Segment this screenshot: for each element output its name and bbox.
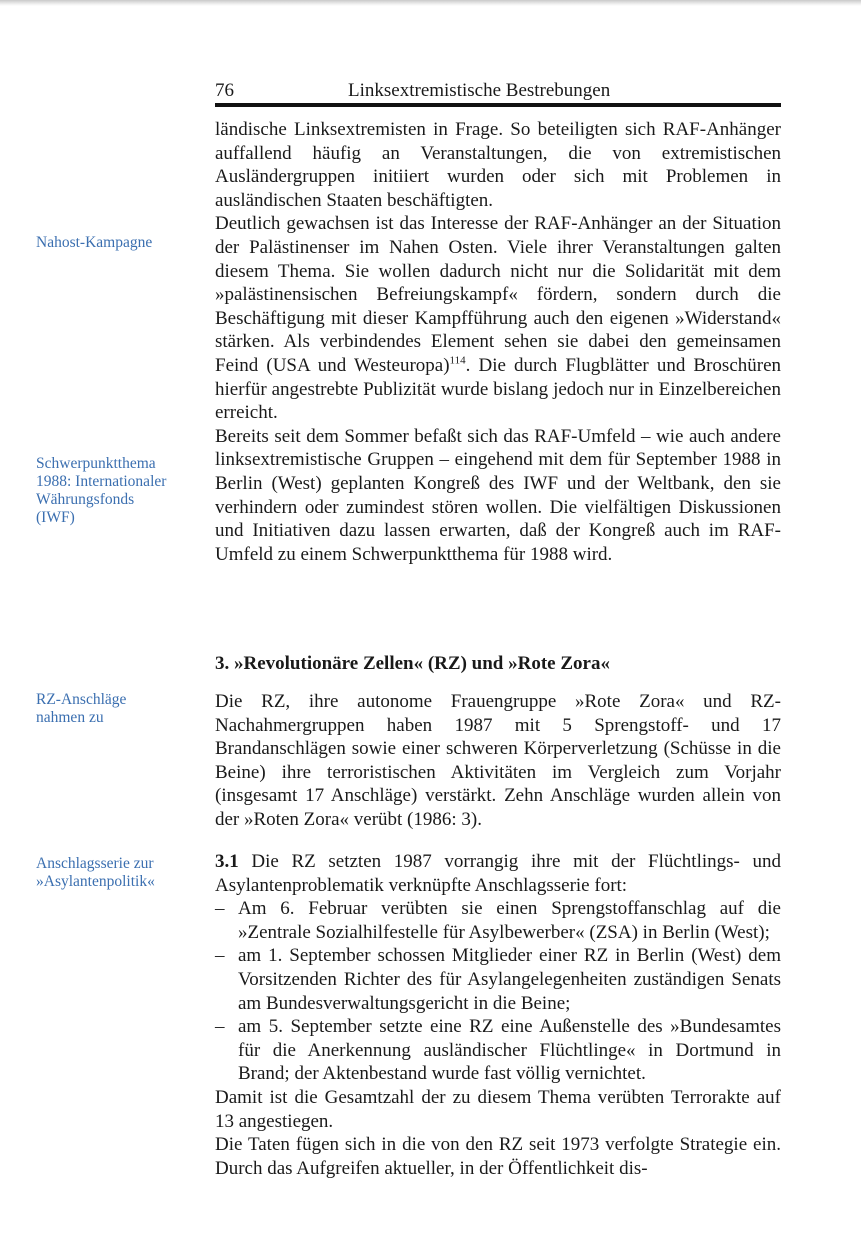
- margin-note-asyl: [36, 855, 206, 891]
- margin-note-line: Währungsfonds: [36, 491, 135, 508]
- list-dash: –: [215, 898, 225, 920]
- margin-note-line: RZ-Anschläge: [36, 691, 127, 708]
- running-title: Linksextremistische Bestrebungen: [348, 80, 611, 101]
- paragraph-total: Damit ist die Gesamtzahl der zu diesem Thema verübten Terrorakte auf 13 angestiegen.: [215, 1086, 781, 1132]
- text-block-rz: [215, 690, 781, 832]
- list-dash: –: [215, 945, 225, 967]
- margin-note-line: Nahost-Kampagne: [36, 234, 153, 251]
- margin-note-line: Schwerpunktthema: [36, 455, 156, 472]
- margin-note-nahost: [36, 234, 206, 252]
- list-item: [215, 944, 781, 1015]
- text-block-raf: [215, 118, 781, 566]
- header-rule: [215, 103, 781, 107]
- paragraph-nahost-end: . Die durch Flugblätter und Broschüren hierfür angestrebte Publizität wurde bislang jedoch nur in Einzelbereichen erreicht.: [215, 354, 782, 424]
- section-heading: 3. »Revolutionäre Zellen« (RZ) und »Rote Zora«: [215, 653, 610, 674]
- paragraph-strategy: Die Taten fügen sich in die von den RZ seit 1973 verfolgte Strategie ein. Durch das Aufgreifen aktueller, in der Öffentlichkeit dis-: [215, 1134, 781, 1179]
- list-item: [215, 1015, 781, 1086]
- paragraph-nahost: [215, 212, 781, 424]
- margin-note-line: (IWF): [36, 509, 75, 526]
- paragraph-intro: ländische Linksextremisten in Frage. So beteiligten sich RAF-Anhänger auffallend häufig an Veranstaltungen, die von extremistischen Ausländergruppen initiiert wurden oder sich mit Problemen in ausländischen Staaten beschäftigten.: [215, 119, 781, 211]
- attack-list: [215, 897, 781, 1086]
- paragraph-rz: Die RZ, ihre autonome Frauengruppe »Rote Zora« und RZ-Nachahmergruppen haben 1987 mit 5 Sprengstoff- und 17 Brandanschlägen sowie einer schweren Körperverletzung (Schüsse in die Beine) ihre terroristischen Aktivitäten im Vergleich zum Vorjahr (insgesamt 17 Anschläge) verstärkt. Zehn Anschläge wurden allein von der »Roten Zora« verübt (1986: 3).: [215, 691, 781, 830]
- page-header: [215, 80, 780, 102]
- paragraph-subsection: [215, 850, 781, 897]
- margin-note-rz: [36, 691, 206, 727]
- paragraph-nahost-text: Deutlich gewachsen ist das Interesse der RAF-Anhänger an der Situation der Palästinenser im Nahen Osten. Viele ihrer Veranstaltungen galten diesem Thema. Sie wollen dadurch nicht nur die Solidarität mit dem »palästinensischen Befreiungskampf« fördern, sondern durch die Beschäftigung mit dieser Kampfführung auch den eigenen »Widerstand« stärken. Als verbindendes Element sehen sie dabei den gemeinsamen Feind (USA und Westeuropa): [215, 213, 781, 376]
- subsection-number: 3.1: [215, 851, 239, 872]
- list-item: [215, 897, 781, 944]
- footnote-ref: 114: [449, 354, 466, 367]
- margin-note-schwerpunkt: [36, 455, 206, 527]
- margin-note-line: nahmen zu: [36, 709, 104, 726]
- page-number: 76: [215, 80, 234, 101]
- text-block-asyl: [215, 850, 781, 1180]
- list-item-text: Am 6. Februar verübten sie einen Sprengstoffanschlag auf die »Zentrale Sozialhilfestelle für Asylbewerber« (ZSA) in Berlin (West);: [238, 898, 781, 943]
- list-item-text: am 5. September setzte eine RZ eine Außenstelle des »Bundesamtes für die Anerkennung ausländischer Flüchtlinge« in Dortmund in Brand; der Aktenbestand wurde fast völlig vernichtet.: [238, 1016, 781, 1085]
- margin-note-line: Anschlagsserie zur: [36, 855, 154, 872]
- paragraph-iwf: Bereits seit dem Sommer befaßt sich das RAF-Umfeld – wie auch andere linksextremistische Gruppen – eingehend mit dem für September 1988 in Berlin (West) geplanten Kongreß des IWF und der Weltbank, den sie verhindern oder zumindest stören wollen. Die vielfältigen Diskussionen und Initiativen dazu lassen erwarten, daß der Kongreß auch im RAF-Umfeld zu einem Schwerpunktthema für 1988 wird.: [215, 425, 781, 565]
- margin-note-line: 1988: Internationaler: [36, 473, 167, 490]
- list-item-text: am 1. September schossen Mitglieder einer RZ in Berlin (West) dem Vorsitzenden Richter des für Asylangelegenheiten zuständigen Senats am Bundesverwaltungsgericht in die Beine;: [238, 945, 781, 1014]
- subsection-intro: Die RZ setzten 1987 vorrangig ihre mit der Flüchtlings- und Asylantenproblematik verknüpfte Anschlagsserie fort:: [215, 851, 781, 896]
- margin-note-line: »Asylantenpolitik«: [36, 873, 155, 890]
- scan-edge: [0, 0, 861, 6]
- list-dash: –: [215, 1016, 225, 1038]
